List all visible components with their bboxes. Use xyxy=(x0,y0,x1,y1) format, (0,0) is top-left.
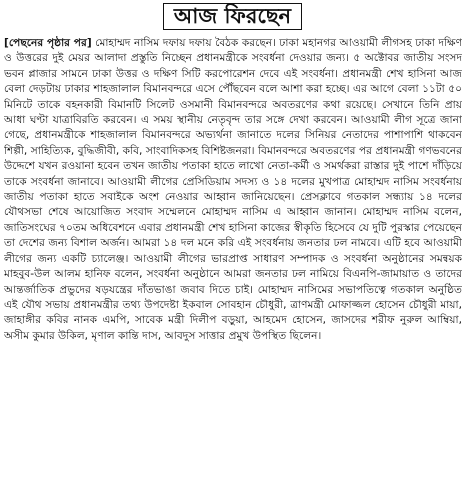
headline-container xyxy=(0,0,465,33)
headline: আজ ফিরছেন xyxy=(163,3,302,30)
article-text: মোহাম্মদ নাসিম দফায় দফায় বৈঠক করছেন। ঢাকা মহানগর আওয়ামী লীগসহ ঢাকা দক্ষিণ ও উত্তরের দুই মেয়র আলাদা প্রস্তুতি নিচ্ছেন প্রধানমন্ত্রীকে সংবর্ধনা দেওয়ার জন্য। ৫ অক্টোবর জাতীয় সংসদ ভবন প্লাজার সামনে ঢাকা উত্তর ও দক্ষিণ সিটি করপোরেশন দেবে এই সংবর্ধনা। প্রধানমন্ত্রী শেখ হাসিনা আজ বেলা দেড়টায় ঢাকার শাহজালাল বিমানবন্দরে এসে পৌঁছবেন বলে আশা করা হচ্ছে। এর আগে বেলা ১১টা ৫০ মিনিটে তাকে বহনকারী বিমানটি সিলেট ওসমানী বিমানবন্দরে অবতরণের কথা রয়েছে। সেখানে তিনি প্রায় আধা ঘণ্টা যাত্রাবিরতি করবেন। এ সময় স্থানীয় নেতৃবৃন্দ তার সঙ্গে দেখা করবেন। আওয়ামী লীগ সূত্রে জানা গেছে, প্রধানমন্ত্রীকে শাহজালাল বিমানবন্দরে অভ্যর্থনা জানাতে দলের সিনিয়র নেতাদের পাশাপাশি থাকবেন শিল্পী, সাহিত্যিক, বুদ্ধিজীবী, কবি, সাংবাদিকসহ বিশিষ্টজনরা। বিমানবন্দরে অবতরণের পর প্রধানমন্ত্রী গণভবনের উদ্দেশে যখন রওয়ানা হবেন তখন জাতীয় পতাকা হাতে লাখো নেতা-কর্মী ও সমর্থকরা রাস্তার দুই পাশে দাঁড়িয়ে তাকে সংবর্ধনা জানাবে। আওয়ামী লীগের প্রেসিডিয়াম সদস্য ও ১৪ দলের মুখপাত্র মোহাম্মদ নাসিম সংবর্ধনায় জাতীয় পতাকা হাতে সবাইকে অংশ নেওয়ার আহ্বান জানিয়েছেন। প্রেসক্লাবে গতকাল সন্ধ্যায় ১৪ দলের যৌথসভা শেষে আয়োজিত সংবাদ সম্মেলনে মোহাম্মদ নাসিম এ আহ্বান জানান। মোহাম্মদ নাসিম বলেন, জাতিসংঘের ৭০তম অধিবেশনে এবার প্রধানমন্ত্রী শেখ হাসিনা কাজের স্বীকৃতি হিসেবে যে দুটি পুরস্কার পেয়েছেন তা দেশের জন্য বিশাল অর্জন। আমরা ১৪ দল মনে করি এই সংবর্ধনায় জনতার ঢল নামবে। এটি হবে আওয়ামী লীগের জন্য একটি চ্যালেঞ্জ। আওয়ামী লীগের ভারপ্রাপ্ত সাধারণ সম্পাদক ও সংবর্ধনা অনুষ্ঠানের সমন্বয়ক মাহবুব-উল আলম হানিফ বলেন, সংবর্ধনা অনুষ্ঠানে আমরা জনতার ঢল নামিয়ে বিএনপি-জামায়াত ও তাদের আন্তর্জাতিক প্রভুদের ষড়যন্ত্রের দাঁতভাঙা জবাব দিতে চাই। মোহাম্মদ নাসিমের সভাপতিত্বে গতকাল অনুষ্ঠিত এই যৌথ সভায় প্রধানমন্ত্রীর তথ্য উপদেষ্টা ইকবাল সোবহান চৌধুরী, ত্রাণমন্ত্রী মোফাজ্জল হোসেন চৌধুরী মায়া, জাহাঙ্গীর কবির নানক এমপি, সাবেক মন্ত্রী দিলীপ বড়ুয়া, আহমেদ হোসেন, জাসদের শরীফ নুরুল আম্বিয়া, অসীম কুমার উকিল, মৃণাল কান্তি দাস, আবদুস সাত্তার প্রমুখ উপস্থিত ছিলেন। xyxy=(4,37,462,342)
continued-from-label: [পেছনের পৃষ্ঠার পর] xyxy=(4,37,92,49)
article-body xyxy=(4,36,462,494)
